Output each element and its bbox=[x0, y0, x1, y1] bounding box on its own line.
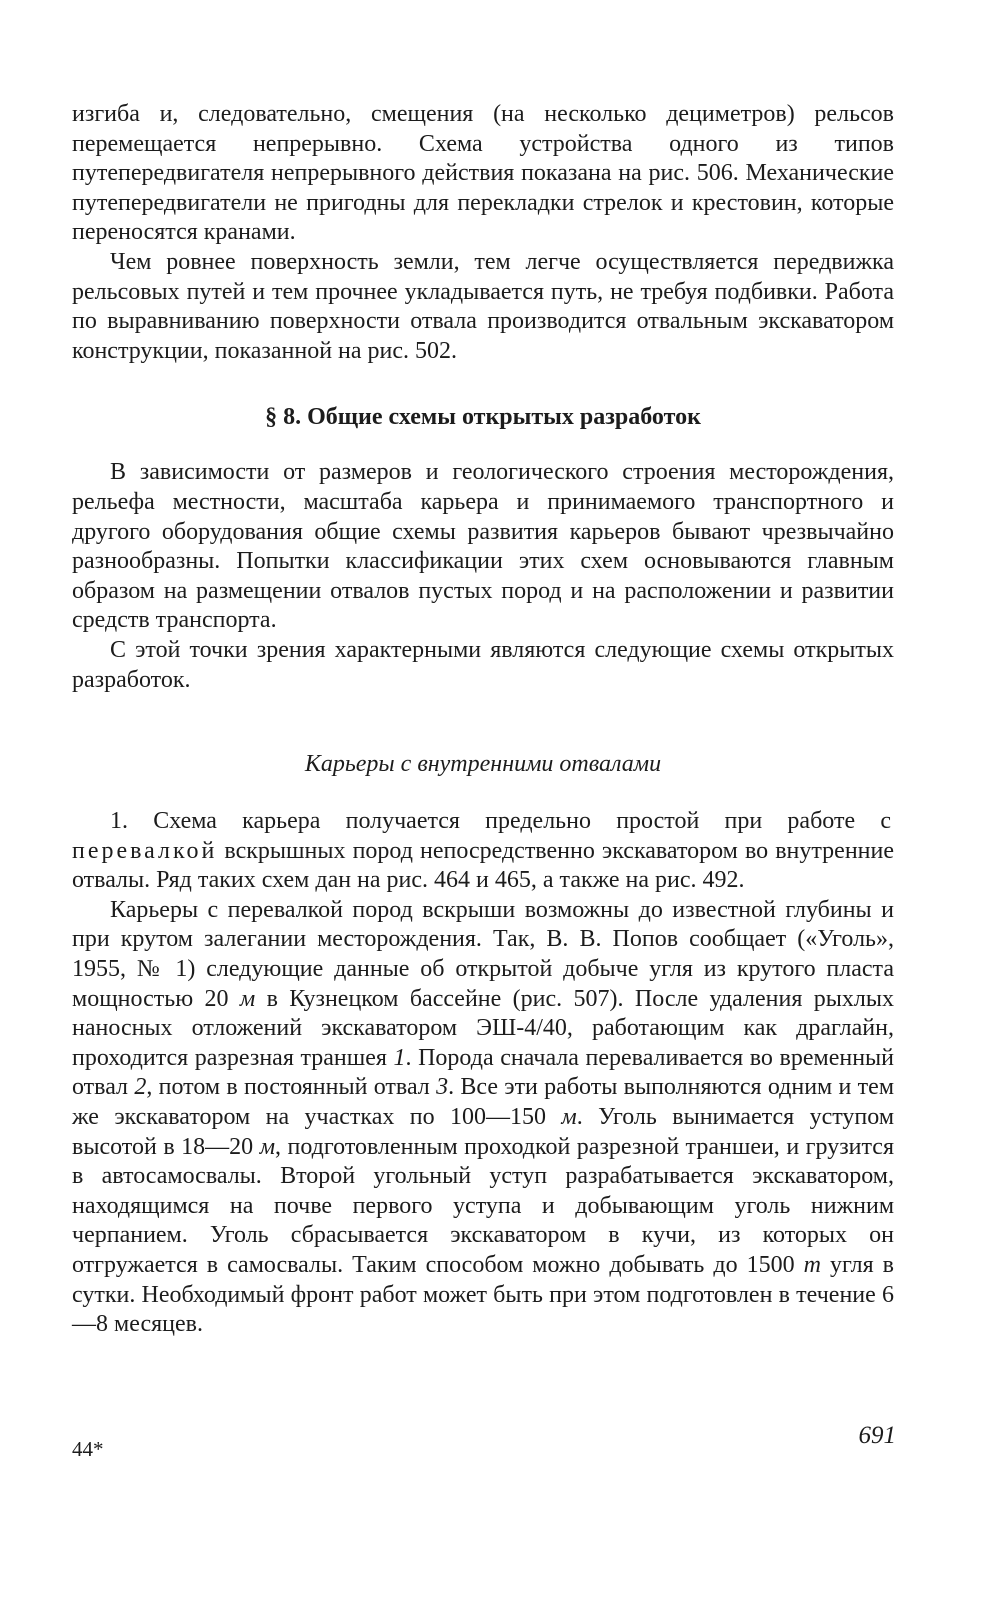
figure-label: 2 bbox=[134, 1074, 147, 1101]
paragraph: С этой точки зрения характерными являются следующие схемы открытых разработок. bbox=[72, 636, 894, 693]
page-number: 691 bbox=[858, 1422, 896, 1449]
figure-label: 1 bbox=[393, 1044, 406, 1071]
paragraph bbox=[72, 896, 894, 1340]
unit-text: м bbox=[239, 985, 256, 1012]
paragraph bbox=[72, 807, 894, 896]
text-run: угля в сутки. Необходимый фронт работ может быть при этом подготовлен в течение 6—8 месяцев. bbox=[72, 1252, 894, 1338]
text-run: . Порода сначала переваливается во временный отвал bbox=[72, 1044, 895, 1101]
paragraph: В зависимости от размеров и геологического строения месторождения, рельефа местности, масштаба карьера и принимаемого транспортного и другого оборудования общие схемы развития карьеров бывают чрезвычайно разнообразны. Попытки классификации этих схем основываются главным образом на размещении отвалов пустых пород и на расположении и развитии средств транспорта. bbox=[72, 459, 894, 634]
unit-text: м bbox=[561, 1104, 577, 1131]
unit-text: т bbox=[803, 1252, 821, 1278]
paragraph: изгиба и, следовательно, смещения (на несколько дециметров) рельсов перемещается непрерывно. Схема устройства одного из типов путепередвигателя непрерывного действия показана на рис. 506. Механические путепередвигатели не пригодны для перекладки стрелок и крестовин, которые переносятся кранами. bbox=[72, 101, 894, 246]
text-run: , потом в постоянный отвал bbox=[146, 1074, 437, 1101]
text-run: вскрышных пород непосредственно экскаватором во внутренние отвалы. Ряд таких схем дан на рис. 464 и 465, а также на рис. 492. bbox=[72, 837, 894, 894]
page-body bbox=[72, 100, 894, 1340]
signature-mark: 44* bbox=[72, 1437, 104, 1461]
emphasized-text: с перевалкой bbox=[72, 808, 894, 864]
section-heading: § 8. Общие схемы открытых разработок bbox=[265, 404, 701, 431]
unit-text: м bbox=[259, 1133, 276, 1160]
figure-label: 3 bbox=[436, 1074, 449, 1101]
text-run: , подготовленным проходкой разрезной траншеи, и грузится в автосамосвалы. Второй угольный уступ разрабатывается экскаватором, находящимся на почве первого уступа и добывающим уголь нижним черпанием. Уголь сбрасывается экскаватором в кучи, из которых он отгружается в самосвалы. Таким способом можно добывать до 1500 bbox=[72, 1133, 895, 1278]
text-run: . Все эти работы выполняются одним и тем же экскаватором на участках по 100—150 bbox=[72, 1074, 895, 1131]
text-run: Карьеры с перевалкой пород вскрыши возможны до известной глубины и при крутом залегании месторождения. Так, В. В. Попов сообщает («Уголь», 1955, № 1) следующие данные об открытой добыче угля из крутого пласта мощностью 20 bbox=[72, 896, 894, 1012]
text-run: 1. Схема карьера получается предельно простой при работе bbox=[110, 808, 881, 835]
text-run: в Кузнецком бассейне (рис. 507). После удаления рыхлых наносных отложений экскаватором ЭШ-4/40, работающим как драглайн, проходится разрезная траншея bbox=[72, 985, 894, 1071]
subsection-heading: Карьеры с внутренними отвалами bbox=[304, 751, 662, 778]
text-run: . Уголь вынимается уступом высотой в 18—20 bbox=[72, 1104, 895, 1160]
paragraph: Чем ровнее поверхность земли, тем легче осуществляется передвижка рельсовых путей и тем прочнее укладывается путь, не требуя подбивки. Работа по выравниванию поверхности отвала производится отвальным экскаватором конструкции, показанной на рис. 502. bbox=[72, 248, 894, 364]
